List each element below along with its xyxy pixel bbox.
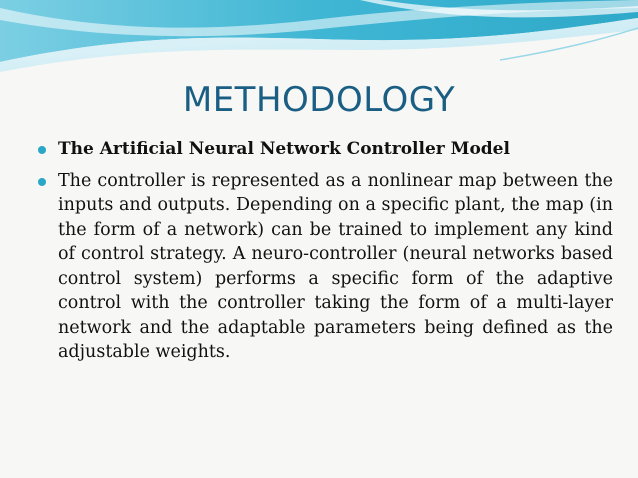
bullet-list [38, 137, 613, 372]
bullet-text: The controller is represented as a nonlinear map between the inputs and outputs. Depending on a specific plant, the map (in the form of a network) can be trained to implement any kind of control strategy. A neuro-controller (neural networks based control system) performs a specific form of the adaptive control with the controller taking the form of a multi-layer network and the adaptable parameters being defined as the adjustable weights. [58, 170, 613, 362]
bullet-marker-icon [38, 146, 46, 154]
bullet-marker-icon [38, 178, 46, 186]
bullet-item-heading [38, 137, 613, 162]
decorative-wave-banner [0, 0, 638, 80]
bullet-text: The Artificial Neural Network Controller Model [58, 139, 510, 159]
slide-title: METHODOLOGY [182, 80, 456, 120]
bullet-item-body [38, 169, 613, 365]
